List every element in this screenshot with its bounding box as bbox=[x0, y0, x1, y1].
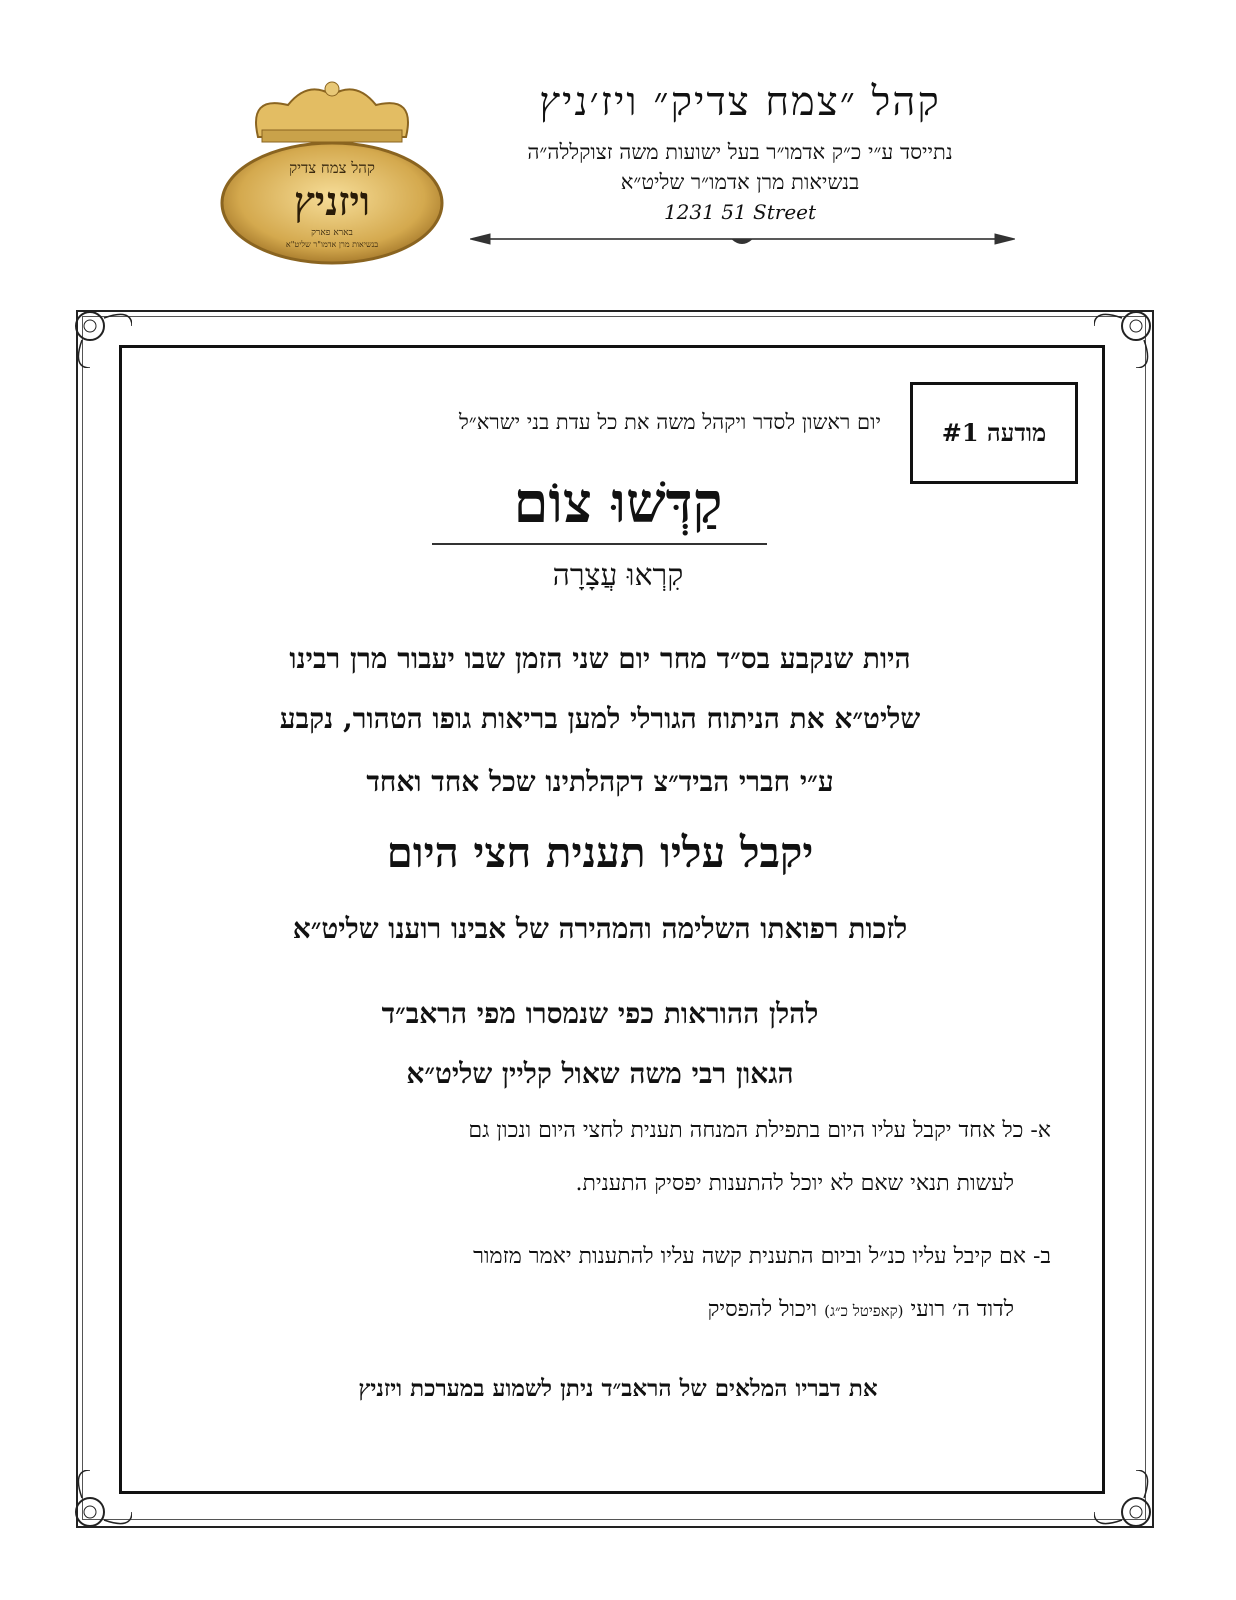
rule-b-line1: ב- אם קיבל עליו כנ״ל וביום התענית קשה עליו להתענות יאמר מזמור bbox=[473, 1244, 1051, 1269]
organization-name: קהל ״צמח צדיק״ ויז׳ניץ bbox=[539, 79, 941, 125]
logo-bottom-text: בנשיאות מרן אדמו"ר שליט"א bbox=[285, 240, 379, 249]
notice-subtitle: קִרְאוּ עֲצָרָה bbox=[552, 558, 684, 593]
body-line: היות שנקבע בס״ד מחר יום שני הזמן שבו יעבור מרן רבינו bbox=[289, 642, 911, 675]
logo-location: בארא פארק bbox=[311, 228, 353, 238]
rule-a-line2: לעשות תנאי שאם לא יוכל להתענות יפסיק התענית. bbox=[575, 1171, 1014, 1196]
corner-flourish-icon bbox=[1094, 1470, 1164, 1540]
corner-flourish-icon bbox=[62, 1470, 132, 1540]
body-line: ע״י חברי הביד״צ דקהלתינו שכל אחד ואחד bbox=[366, 765, 834, 798]
logo-top-text: קהל צמח צדיק bbox=[289, 159, 375, 177]
emphasis-line: יקבל עליו תענית חצי היום bbox=[386, 828, 814, 877]
address: 1231 51 Street bbox=[663, 200, 817, 224]
notice-title: קַדְּשׁוּ צוֹם bbox=[513, 470, 723, 536]
corner-flourish-icon bbox=[1094, 298, 1164, 368]
instructions-heading: להלן ההוראות כפי שנמסרו מפי הראב״ד bbox=[381, 997, 819, 1030]
notice-number: מודעה #1 bbox=[941, 418, 1047, 447]
title-underline bbox=[432, 543, 767, 545]
purpose-line: לזכות רפואתו השלימה והמהירה של אבינו רוענו שליט״א bbox=[292, 912, 908, 945]
leadership: בנשיאות מרן אדמו״ר שליט״א bbox=[620, 170, 860, 194]
corner-flourish-icon bbox=[62, 298, 132, 368]
congregation-logo bbox=[218, 75, 446, 265]
founded-by: נתייסד ע״י כ״ק אדמו״ר בעל ישועות משה זצוקללה״ה bbox=[527, 140, 953, 164]
date-line: יום ראשון לסדר ויקהל משה את כל עדת בני ישרא״ל bbox=[458, 410, 881, 434]
logo-main-text: ויזניץ bbox=[293, 178, 371, 225]
instructions-heading: הגאון רבי משה שאול קליין שליט״א bbox=[406, 1057, 794, 1090]
rule-b-line2 bbox=[708, 1296, 1014, 1322]
rule-b-end: ויכול להפסיק bbox=[707, 1297, 818, 1322]
body-line: שליט״א את הניתוח הגורלי למען בריאות גופו הטהור, נקבע bbox=[279, 702, 921, 735]
header-divider bbox=[470, 232, 1015, 246]
footer-line: את דבריו המלאים של הראב״ד ניתן לשמוע במערכת ויזניץ bbox=[358, 1375, 878, 1402]
psalm-chapter: (קאפיטל כ״ג) bbox=[824, 1302, 904, 1320]
rule-a-line1: א- כל אחד יקבל עליו היום בתפילת המנחה תענית לחצי היום ונכון גם bbox=[468, 1118, 1051, 1143]
notice-number-badge bbox=[910, 382, 1078, 484]
crown-icon bbox=[256, 82, 408, 142]
psalm-name: לדוד ה׳ רועי bbox=[910, 1297, 1014, 1322]
